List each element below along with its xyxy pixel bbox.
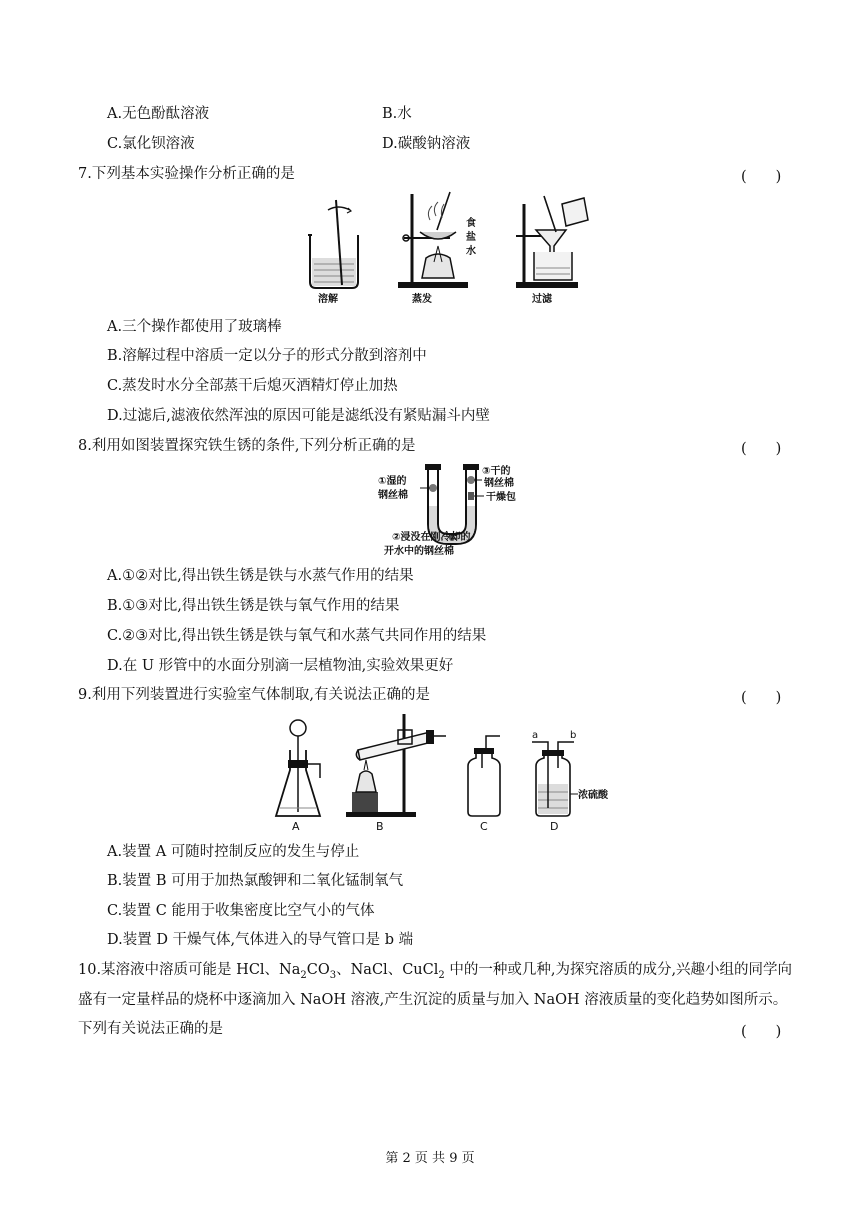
conical-flask-icon [276,720,320,816]
q7-label-filter: 过滤 [532,294,552,305]
q9-label-a: A [292,820,300,833]
q7-figure [300,190,600,308]
page-number: 第 2 页 共 9 页 [385,1151,475,1166]
q7-label-salt: 盐 [466,232,476,243]
q6-option-d: D.碳酸钠溶液 [382,136,471,152]
q7-label-salt: 食 [466,218,476,229]
heating-apparatus-icon [346,714,446,817]
q9-label-port-a: a [532,730,539,741]
q9-label-port-b: b [570,730,577,741]
q8-option-c: C.②③对比,得出铁生锈是铁与氧气和水蒸气共同作用的结果 [107,628,487,644]
q6-option-c: C.氯化钡溶液 [107,136,195,152]
q8-label-dry: ③干的 [482,466,511,477]
q8-stem: 8.利用如图装置探究铁生锈的条件,下列分析正确的是 [78,438,416,454]
q8-label-desiccant: 干燥包 [486,492,516,503]
q8-option-d: D.在 U 形管中的水面分别滴一层植物油,实验效果更好 [107,658,454,674]
q7-label-salt: 水 [466,246,476,257]
q8-label-soak: ②浸没在刚冷却的 [392,532,471,543]
q6-option-b: B.水 [382,106,412,122]
q7-option-d: D.过滤后,滤液依然浑浊的原因可能是滤纸没有紧贴漏斗内壁 [107,408,490,424]
q6-option-a: A.无色酚酞溶液 [107,106,210,122]
q9-figure [270,708,630,836]
q7-label-dissolve: 溶解 [318,294,338,305]
wash-bottle-icon [532,742,578,816]
q8-label-dry: 钢丝棉 [484,478,514,489]
q7-option-b: B.溶解过程中溶质一定以分子的形式分散到溶剂中 [107,348,427,364]
q9-label-b: B [376,820,384,833]
q9-stem: 9.利用下列装置进行实验室气体制取,有关说法正确的是 [78,687,430,703]
q8-answer-paren: ( ) [741,441,782,457]
evaporation-apparatus-icon [398,192,468,288]
q7-answer-paren: ( ) [741,169,782,185]
q7-option-c: C.蒸发时水分全部蒸干后熄灭酒精灯停止加热 [107,378,398,394]
beaker-icon [308,200,358,288]
q10-answer-paren: ( ) [741,1024,782,1040]
q8-label-wet: ①湿的 [378,476,407,487]
q8-option-a: A.①②对比,得出铁生锈是铁与水蒸气作用的结果 [107,568,414,584]
filtration-apparatus-icon [516,196,588,288]
q10-stem-line3: 下列有关说法正确的是 [78,1021,223,1037]
q9-option-b: B.装置 B 可用于加热氯酸钾和二氧化锰制氧气 [107,873,404,889]
q9-label-d: D [550,820,559,833]
gas-bottle-icon [468,736,500,816]
q10-stem-line2: 盛有一定量样品的烧杯中逐滴加入 NaOH 溶液,产生沉淀的质量与加入 NaOH 溶液质量的变化趋势如图所示。 [78,992,788,1008]
q9-answer-paren: ( ) [741,690,782,706]
q8-figure [370,462,540,558]
q8-option-b: B.①③对比,得出铁生锈是铁与氧气作用的结果 [107,598,400,614]
q9-label-c: C [480,820,488,833]
q9-option-a: A.装置 A 可随时控制反应的发生与停止 [107,844,360,860]
q7-stem: 7.下列基本实验操作分析正确的是 [78,166,295,182]
q7-option-a: A.三个操作都使用了玻璃棒 [107,319,282,335]
q9-option-d: D.装置 D 干燥气体,气体进入的导气管口是 b 端 [107,932,414,948]
q10-stem-line1: 10.某溶液中溶质可能是 HCl、$Na_2CO_3$、NaCl、CuCl$_2$ 中的一种或几种,为探究溶质的成分,兴趣小组的同学向 [78,962,793,981]
q9-option-c: C.装置 C 能用于收集密度比空气小的气体 [107,903,375,919]
q8-label-soak: 开水中的钢丝棉 [384,546,454,557]
q9-label-acid: 浓硫酸 [578,790,608,801]
q7-label-evaporate: 蒸发 [412,294,432,305]
q8-label-wet: 钢丝棉 [378,490,408,501]
